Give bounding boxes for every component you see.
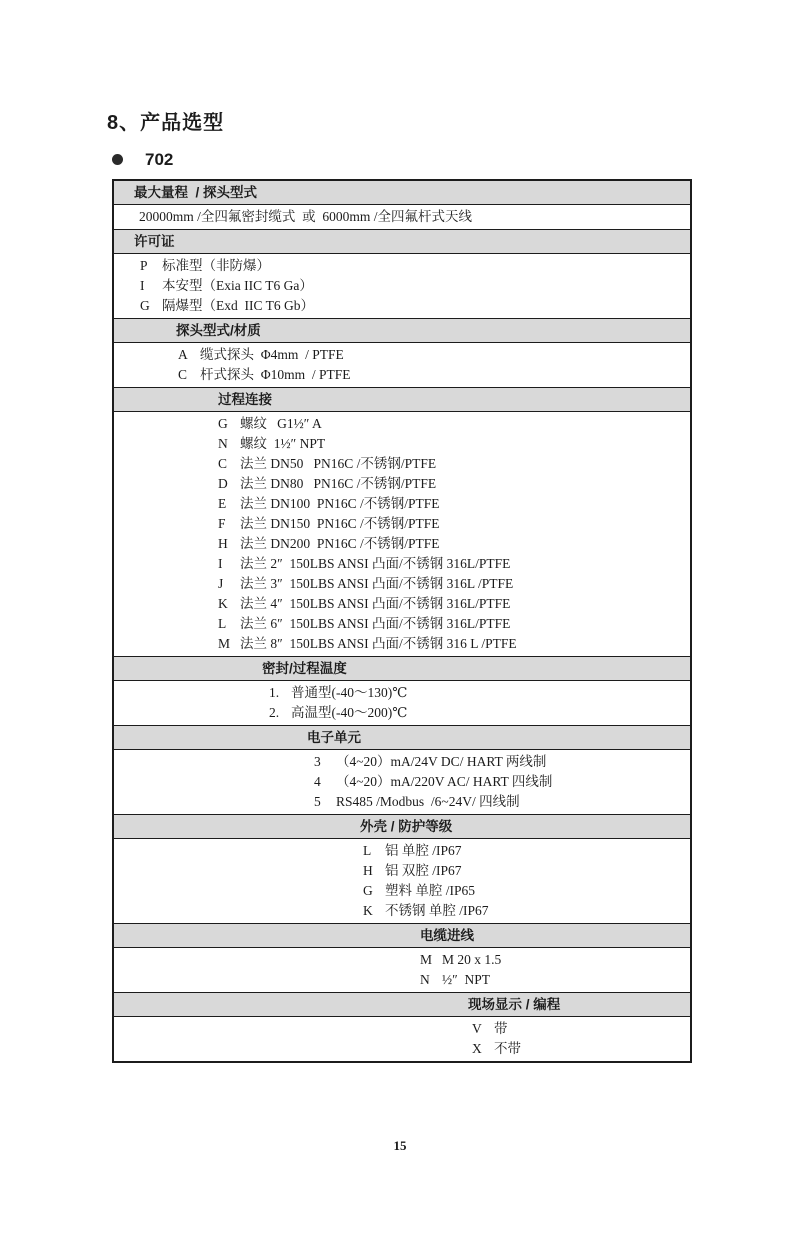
option-code: N (420, 972, 430, 987)
section-process-connection (114, 387, 690, 656)
selection-table (112, 179, 692, 1063)
option-row (114, 494, 690, 514)
option-row (114, 365, 690, 385)
page-number: 15 (393, 1138, 407, 1153)
option-text: 本安型（Exia IIC T6 Ga） (162, 278, 313, 293)
section-header: 密封/过程温度 (114, 656, 690, 681)
option-code: G (218, 416, 228, 431)
option-code: 1. (269, 685, 280, 700)
option-row (114, 950, 690, 970)
option-code: L (363, 843, 372, 858)
option-code: K (218, 596, 228, 611)
option-row (114, 772, 690, 792)
option-code: E (218, 496, 227, 511)
option-text: 法兰 DN200 PN16C /不锈钢/PTFE (240, 536, 440, 551)
option-row (114, 454, 690, 474)
page-heading: 8、产品选型 (107, 112, 225, 134)
option-text: 标准型（非防爆） (162, 258, 270, 273)
section-max-range (114, 181, 690, 229)
option-code: 3 (314, 754, 321, 769)
option-row (114, 414, 690, 434)
option-code: 2. (269, 705, 280, 720)
model-bullet-line (112, 149, 800, 170)
section-license (114, 229, 690, 318)
option-row (114, 256, 690, 276)
option-text: 不锈钢 单腔 /IP67 (385, 903, 489, 918)
option-row (114, 683, 690, 703)
section-display-programming (114, 992, 690, 1061)
option-text: 不带 (494, 1041, 521, 1056)
option-text: （4~20）mA/24V DC/ HART 两线制 (336, 754, 547, 769)
option-row (114, 296, 690, 316)
option-code: 4 (314, 774, 321, 789)
model-number: 702 (145, 150, 174, 169)
option-code: D (218, 476, 228, 491)
option-code: G (140, 298, 150, 313)
option-code: A (178, 347, 188, 362)
option-text: 法兰 8″ 150LBS ANSI 凸面/不锈钢 316 L /PTFE (240, 636, 517, 651)
option-row (114, 554, 690, 574)
option-code: H (363, 863, 373, 878)
section-header: 许可证 (114, 229, 690, 254)
section-header: 探头型式/材质 (114, 318, 690, 343)
option-row (114, 881, 690, 901)
option-row (114, 614, 690, 634)
option-code: G (363, 883, 373, 898)
option-row (114, 434, 690, 454)
option-row (114, 841, 690, 861)
option-code: I (218, 556, 223, 571)
option-text: 法兰 DN100 PN16C /不锈钢/PTFE (240, 496, 440, 511)
option-code: I (140, 278, 145, 293)
option-row (114, 276, 690, 296)
section-header: 电缆进线 (114, 923, 690, 948)
option-row (114, 634, 690, 654)
section-cable-entry (114, 923, 690, 992)
option-text: 法兰 4″ 150LBS ANSI 凸面/不锈钢 316L/PTFE (240, 596, 511, 611)
section-header: 现场显示 / 编程 (114, 992, 690, 1017)
option-row (114, 1019, 690, 1039)
option-text: 螺纹 G1½″ A (240, 416, 322, 431)
option-code: F (218, 516, 226, 531)
option-code: P (140, 258, 148, 273)
option-row (114, 703, 690, 723)
option-row (114, 970, 690, 990)
option-code: X (472, 1041, 482, 1056)
option-row (114, 534, 690, 554)
section-header: 最大量程 / 探头型式 (114, 181, 690, 205)
option-row (114, 574, 690, 594)
option-row (114, 474, 690, 494)
option-row (114, 752, 690, 772)
option-row (114, 861, 690, 881)
option-text: 法兰 6″ 150LBS ANSI 凸面/不锈钢 316L/PTFE (240, 616, 511, 631)
option-text: 普通型(-40～130)℃ (291, 685, 408, 700)
option-code: M (218, 636, 231, 651)
option-code: L (218, 616, 227, 631)
option-text: 杆式探头 Φ10mm / PTFE (200, 367, 351, 382)
section-header: 过程连接 (114, 387, 690, 412)
option-row (114, 207, 690, 227)
section-electronics-unit (114, 725, 690, 814)
option-text: RS485 /Modbus /6~24V/ 四线制 (336, 794, 520, 809)
option-text: 20000mm /全四氟密封缆式 或 6000mm /全四氟杆式天线 (139, 209, 473, 224)
option-text: 铝 双腔 /IP67 (385, 863, 462, 878)
section-seal-temperature (114, 656, 690, 725)
option-text: 法兰 DN50 PN16C /不锈钢/PTFE (240, 456, 437, 471)
option-text: 隔爆型（Exd IIC T6 Gb） (162, 298, 314, 313)
option-row (114, 792, 690, 812)
option-code: K (363, 903, 373, 918)
option-text: ½″ NPT (442, 972, 491, 987)
option-code: H (218, 536, 228, 551)
option-row (114, 594, 690, 614)
option-text: M 20 x 1.5 (442, 952, 502, 967)
option-text: （4~20）mA/220V AC/ HART 四线制 (336, 774, 553, 789)
bullet-icon (112, 154, 123, 165)
option-text: 高温型(-40～200)℃ (291, 705, 408, 720)
section-housing-protection (114, 814, 690, 923)
option-text: 法兰 2″ 150LBS ANSI 凸面/不锈钢 316L/PTFE (240, 556, 511, 571)
option-text: 法兰 3″ 150LBS ANSI 凸面/不锈钢 316L /PTFE (240, 576, 514, 591)
option-code: V (472, 1021, 482, 1036)
option-text: 法兰 DN150 PN16C /不锈钢/PTFE (240, 516, 440, 531)
option-code: N (218, 436, 228, 451)
option-row (114, 1039, 690, 1059)
option-code: C (218, 456, 228, 471)
section-header: 电子单元 (114, 725, 690, 750)
option-text: 法兰 DN80 PN16C /不锈钢/PTFE (240, 476, 437, 491)
option-row (114, 514, 690, 534)
option-row (114, 901, 690, 921)
option-text: 塑料 单腔 /IP65 (385, 883, 476, 898)
option-text: 螺纹 1½″ NPT (240, 436, 326, 451)
option-text: 铝 单腔 /IP67 (385, 843, 462, 858)
option-code: J (218, 576, 224, 591)
section-probe-type (114, 318, 690, 387)
option-text: 缆式探头 Φ4mm / PTFE (200, 347, 344, 362)
option-code: C (178, 367, 188, 382)
option-code: 5 (314, 794, 321, 809)
option-row (114, 345, 690, 365)
section-header: 外壳 / 防护等级 (114, 814, 690, 839)
option-text: 带 (494, 1021, 508, 1036)
option-code: M (420, 952, 433, 967)
